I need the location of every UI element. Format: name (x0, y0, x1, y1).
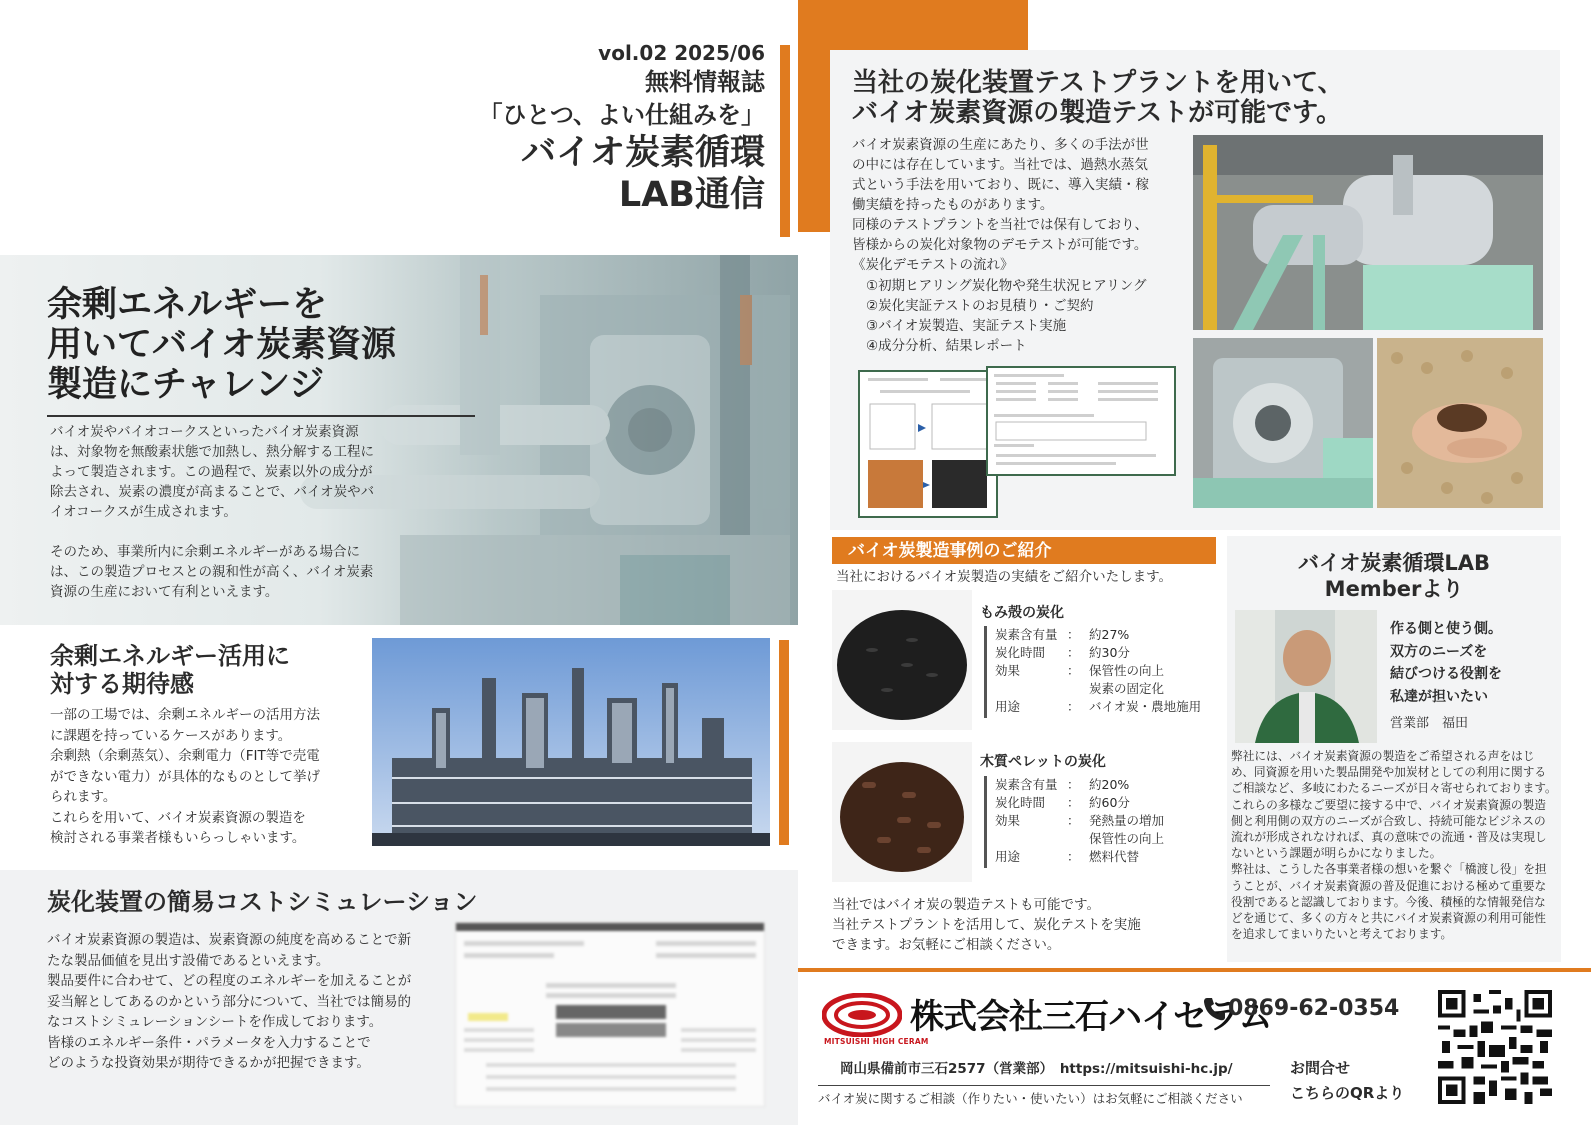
contact-label: お問合せ こちらのQRより (1290, 1059, 1405, 1102)
footer-note-divider (818, 1085, 1270, 1086)
accent-bar-right-top (798, 0, 830, 232)
issue-label: vol.02 2025/06 (598, 41, 765, 65)
report-page-2 (986, 366, 1176, 476)
row-value: 約60分 (1089, 795, 1130, 810)
case-1-bar (984, 626, 987, 718)
row-label: 炭素含有量 (995, 777, 1058, 792)
case-2-row-time (995, 794, 1164, 812)
test-plant-body: バイオ炭素資源の生産にあたり、多くの手法が世 の中には存在しています。当社では、過熱水蒸気 式という手法を用いており、既に、導入実績・稼 働実績を持ったものがあります。 同様のテストプラントを当社では保有しており、 皆様からの炭化対象物のデモテストが可能です。 《炭化デモテストの流れ》 (852, 137, 1149, 273)
row-label: 効果 (995, 813, 1021, 828)
row-value: 約20% (1089, 777, 1130, 792)
row-colon: ： (1067, 777, 1080, 792)
case-1-row-time (995, 644, 1201, 662)
case-2-name: 木質ペレットの炭化 (980, 754, 1106, 770)
accent-bar-masthead (780, 45, 790, 237)
row-value: バイオ炭・農地施用 (1089, 699, 1202, 714)
case-1-table (995, 626, 1201, 716)
member-quote: 作る側と使う側。 双方のニーズを 結びつける役割を 私達が担いたい (1390, 621, 1502, 705)
row-label: 炭素含有量 (995, 627, 1058, 642)
company-name: 株式会社三石ハイセラム (910, 997, 1272, 1037)
pellets-in-hands-photo (1377, 338, 1543, 508)
footer-note: バイオ炭に関するご相談（作りたい・使いたい）はお気軽にご相談ください (818, 1091, 1243, 1106)
demo-test-steps: ①初期ヒアリング炭化物や発生状況ヒアリング ②炭化実証テストのお見積り・ご契約 ③バイオ炭製造、実証テスト実施 ④成分分析、結果レポート (866, 278, 1147, 354)
accent-bar-surplus (779, 640, 789, 845)
row-label: 用途 (995, 849, 1021, 864)
hero-body: バイオ炭やバイオコークスといったバイオ炭素資源 は、対象物を無酸素状態で加熱し、熱分解する工程に よって製造されます。この過程で、炭素以外の成分が 除去され、炭素の濃度が高まることで、バイオ炭やバ イオコークスが生成されます。 そのため、事業所内に余剰エネルギーがある場合に は、この製造プロセスとの親和性が高く、バイオ炭素 資源の生産において有利といえます。 (50, 424, 375, 600)
report-documents-image (858, 370, 1190, 518)
case-1-row-carbon (995, 626, 1201, 644)
masthead (420, 40, 765, 216)
row-label: 用途 (995, 699, 1021, 714)
footer-divider (798, 968, 1591, 972)
phone-number[interactable]: 0869-62-0354 (1228, 996, 1400, 1021)
magazine-title: バイオ炭素循環 LAB通信 (521, 133, 765, 215)
row-colon: ： (1067, 813, 1080, 828)
qr-code-icon[interactable] (1438, 990, 1552, 1104)
test-plant-headline: 当社の炭化装置テストプラントを用いて、 バイオ炭素資源の製造テストが可能です。 (852, 68, 1344, 128)
member-title: バイオ炭素循環LAB Memberより (1297, 551, 1490, 601)
carbonizer-device-photo (1193, 338, 1373, 508)
member-name: 営業部 福田 (1390, 716, 1469, 731)
factory-photo (372, 638, 770, 846)
row-value: 発熱量の増加 保管性の向上 (1089, 813, 1165, 846)
simulation-sheet-image (455, 922, 765, 1107)
case-1-row-effect (995, 662, 1201, 698)
hero-divider (47, 415, 475, 417)
test-plant-photo (1193, 135, 1543, 330)
row-colon: ： (1067, 795, 1080, 810)
rice-husk-char-photo (832, 590, 972, 730)
cases-footer-text: 当社ではバイオ炭の製造テストも可能です。 当社テストプラントを活用して、炭化テストを実施 できます。お気軽にご相談ください。 (832, 897, 1141, 953)
case-2-row-carbon (995, 776, 1164, 794)
row-value: 燃料代替 (1089, 849, 1140, 864)
row-colon: ： (1067, 849, 1080, 864)
row-label: 炭化時間 (995, 795, 1046, 810)
row-colon: ： (1067, 663, 1080, 678)
case-1-name: もみ殻の炭化 (980, 605, 1064, 621)
case-2-table (995, 776, 1164, 866)
row-label: 炭化時間 (995, 645, 1046, 660)
hero-section (0, 255, 798, 625)
cases-title: バイオ炭製造事例のご紹介 (848, 541, 1052, 561)
row-colon: ： (1067, 627, 1080, 642)
member-body: 弊社には、バイオ炭素資源の製造をご希望される声をはじめ、同資源を用いた製品開発や加炭材としての利用に関するご相談など、多岐にわたるニーズが日々寄せられております。 これらの多様なご要望に接する中で、バイオ炭素資源の製造側と利用側の双方のニーズが合致し、持続可能なビジネスの流れが形成されなければ、真の意味での流通・普及は実現しないという課題が明らかになりました。 弊社は、こうした各事業者様の想いを繋ぐ「橋渡し役」を担うことが、バイオ炭素資源の普及促進における極めて重要な役割であると認識しております。今後、積極的な情報発信などを通じて、多くの方々と共にバイオ炭素資源の利用可能性を追求してまいりたいと考えております。 (1231, 749, 1557, 942)
magazine-kind: 無料情報誌 (645, 68, 765, 96)
case-2-bar (984, 776, 987, 868)
surplus-body: 一部の工場では、余剰エネルギーの活用方法 に課題を持っているケースがあります。 余剰熱（余剰蒸気）、余剰電力（FIT等で売電 ができない電力）が具体的なものとして挙げ られます。 これらを用いて、バイオ炭素資源の製造を 検討される事業者様もいらっしゃいます。 (50, 707, 320, 846)
cost-body: バイオ炭素資源の製造は、炭素資源の純度を高めることで新 たな製品価値を見出す設備であるといえます。 製品要件に合わせて、どの程度のエネルギーを加えることが 妥当解としてあるのかという部分について、当社では簡易的 なコストシミュレーションシートを作成しております。 皆様のエネルギー条件・パラメータを入力することで どのような投資効果が期待できるかが把握できます。 (47, 932, 412, 1071)
address-and-url[interactable]: 岡山県備前市三石2577（営業部） https://mitsuishi-hc.jp/ (840, 1061, 1233, 1077)
row-value: 約27% (1089, 627, 1130, 642)
case-2-row-use (995, 848, 1164, 866)
company-logo-icon (822, 993, 902, 1037)
wood-pellet-char-photo (832, 742, 972, 882)
logo-wordmark: MITSUISHI HIGH CERAM (824, 1037, 929, 1046)
member-portrait (1235, 610, 1377, 743)
accent-block-top (798, 0, 1028, 50)
cases-intro: 当社におけるバイオ炭製造の実績をご紹介いたします。 (836, 569, 1173, 585)
cost-title: 炭化装置の簡易コストシミュレーション (47, 888, 478, 916)
hero-title: 余剰エネルギーを 用いてバイオ炭素資源 製造にチャレンジ (47, 285, 396, 405)
row-colon: ： (1067, 699, 1080, 714)
tagline: 「ひとつ、よい仕組みを」 (478, 101, 765, 129)
row-colon: ： (1067, 645, 1080, 660)
case-2-row-effect (995, 812, 1164, 848)
case-1-row-use (995, 698, 1201, 716)
row-value: 保管性の向上 炭素の固定化 (1089, 663, 1165, 696)
report-page-1 (858, 370, 998, 518)
row-label: 効果 (995, 663, 1021, 678)
surplus-title: 余剰エネルギー活用に 対する期待感 (50, 642, 290, 698)
phone-icon (1202, 996, 1226, 1022)
row-value: 約30分 (1089, 645, 1130, 660)
